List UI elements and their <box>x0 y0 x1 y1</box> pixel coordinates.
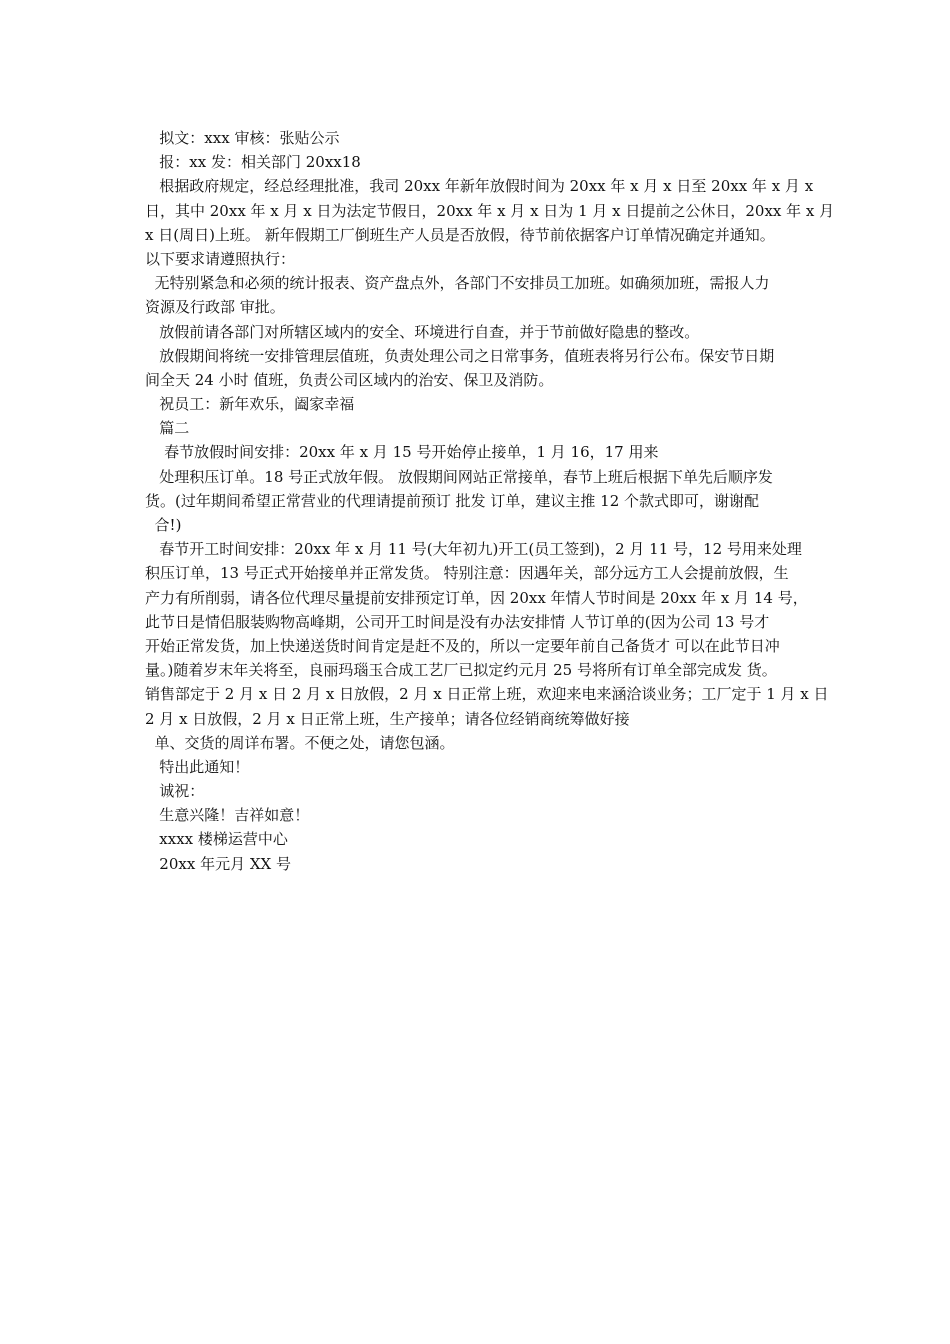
paragraph-line: 日，其中 20xx 年 x 月 x 日为法定节假日，20xx 年 x 月 x 日为 1 月 x 日提前之公休日，20xx 年 x 月 <box>145 201 835 220</box>
paragraph-line: 销售部定于 2 月 x 日 2 月 x 日放假，2 月 x 日正常上班，欢迎来电来涵洽谈业务；工厂定于 1 月 x 日 <box>145 685 829 704</box>
paragraph-line: 积压订单，13 号正式开始接单并正常发货。 特别注意：因遇年关，部分远方工人会提前放假，生 <box>145 564 789 583</box>
paragraph-line: x 日(周日)上班。 新年假期工厂倒班生产人员是否放假，待节前依据客户订单情况确定并通知。 <box>145 225 775 244</box>
paragraph-line: 春节开工时间安排：20xx 年 x 月 11 号(大年初九)开工(员工签到)，2 月 11 号，12 号用来处理 <box>145 540 802 559</box>
paragraph-line: 2 月 x 日放假，2 月 x 日正常上班，生产接单；请各位经销商统筹做好接 <box>145 709 630 728</box>
closing-line: 诚祝： <box>145 782 205 801</box>
paragraph-line: 处理积压订单。18 号正式放年假。 放假期间网站正常接单，春节上班后根据下单先后顺序发 <box>145 467 773 486</box>
paragraph-line: 春节放假时间安排：20xx 年 x 月 15 号开始停止接单，1 月 16，17 用来 <box>145 443 659 462</box>
paragraph-line: 放假前请各部门对所辖区域内的安全、环境进行自查，并于节前做好隐患的整改。 <box>145 322 700 341</box>
paragraph-line: 以下要求请遵照执行： <box>145 249 296 268</box>
paragraph-line: 货。(过年期间希望正常营业的代理请提前预订 批发 订单，建议主推 12 个款式即可，谢谢配 <box>145 491 760 510</box>
date-line: 20xx 年元月 XX 号 <box>145 854 291 873</box>
signature-line: xxxx 楼梯运营中心 <box>145 830 288 849</box>
paragraph-line: 单、交货的周详布署。不便之处，请您包涵。 <box>145 733 455 752</box>
paragraph-line: 量。)随着岁末年关将至，良丽玛瑙玉合成工艺厂已拟定约元月 25 号将所有订单全部完成发 货。 <box>145 661 777 680</box>
paragraph-line: 此节日是情侣服装购物高峰期，公司开工时间是没有办法安排情 人节订单的(因为公司 13 号才 <box>145 612 770 631</box>
paragraph-line: 合!) <box>145 516 182 534</box>
drafter-reviewer-line: 拟文：xxx 审核：张贴公示 <box>145 129 340 147</box>
greeting-line: 祝员工：新年欢乐，阖家幸福 <box>145 395 355 414</box>
closing-line: 生意兴隆！吉祥如意！ <box>145 806 310 825</box>
paragraph-line: 根据政府规定，经总经理批准，我司 20xx 年新年放假时间为 20xx 年 x 月 x 日至 20xx 年 x 月 x <box>145 177 814 196</box>
section-heading: 篇二 <box>145 419 190 438</box>
report-send-line: 报：xx 发：相关部门 20xx18 <box>145 153 361 172</box>
paragraph-line: 间全天 24 小时 值班，负责公司区域内的治安、保卫及消防。 <box>145 370 554 389</box>
closing-line: 特出此通知！ <box>145 757 250 776</box>
paragraph-line: 无特别紧急和必须的统计报表、资产盘点外，各部门不安排员工加班。如确须加班，需报人力 <box>145 274 770 293</box>
paragraph-line: 资源及行政部 审批。 <box>145 298 285 317</box>
paragraph-line: 产力有所削弱，请各位代理尽量提前安排预定订单，因 20xx 年情人节时间是 20xx 年 x 月 14 号， <box>145 588 808 607</box>
document-body <box>145 126 835 876</box>
paragraph-line: 开始正常发货，加上快递送货时间肯定是赶不及的，所以一定要年前自己备货才 可以在此节日冲 <box>145 636 780 655</box>
paragraph-line: 放假期间将统一安排管理层值班，负责处理公司之日常事务，值班表将另行公布。保安节日期 <box>145 346 775 365</box>
